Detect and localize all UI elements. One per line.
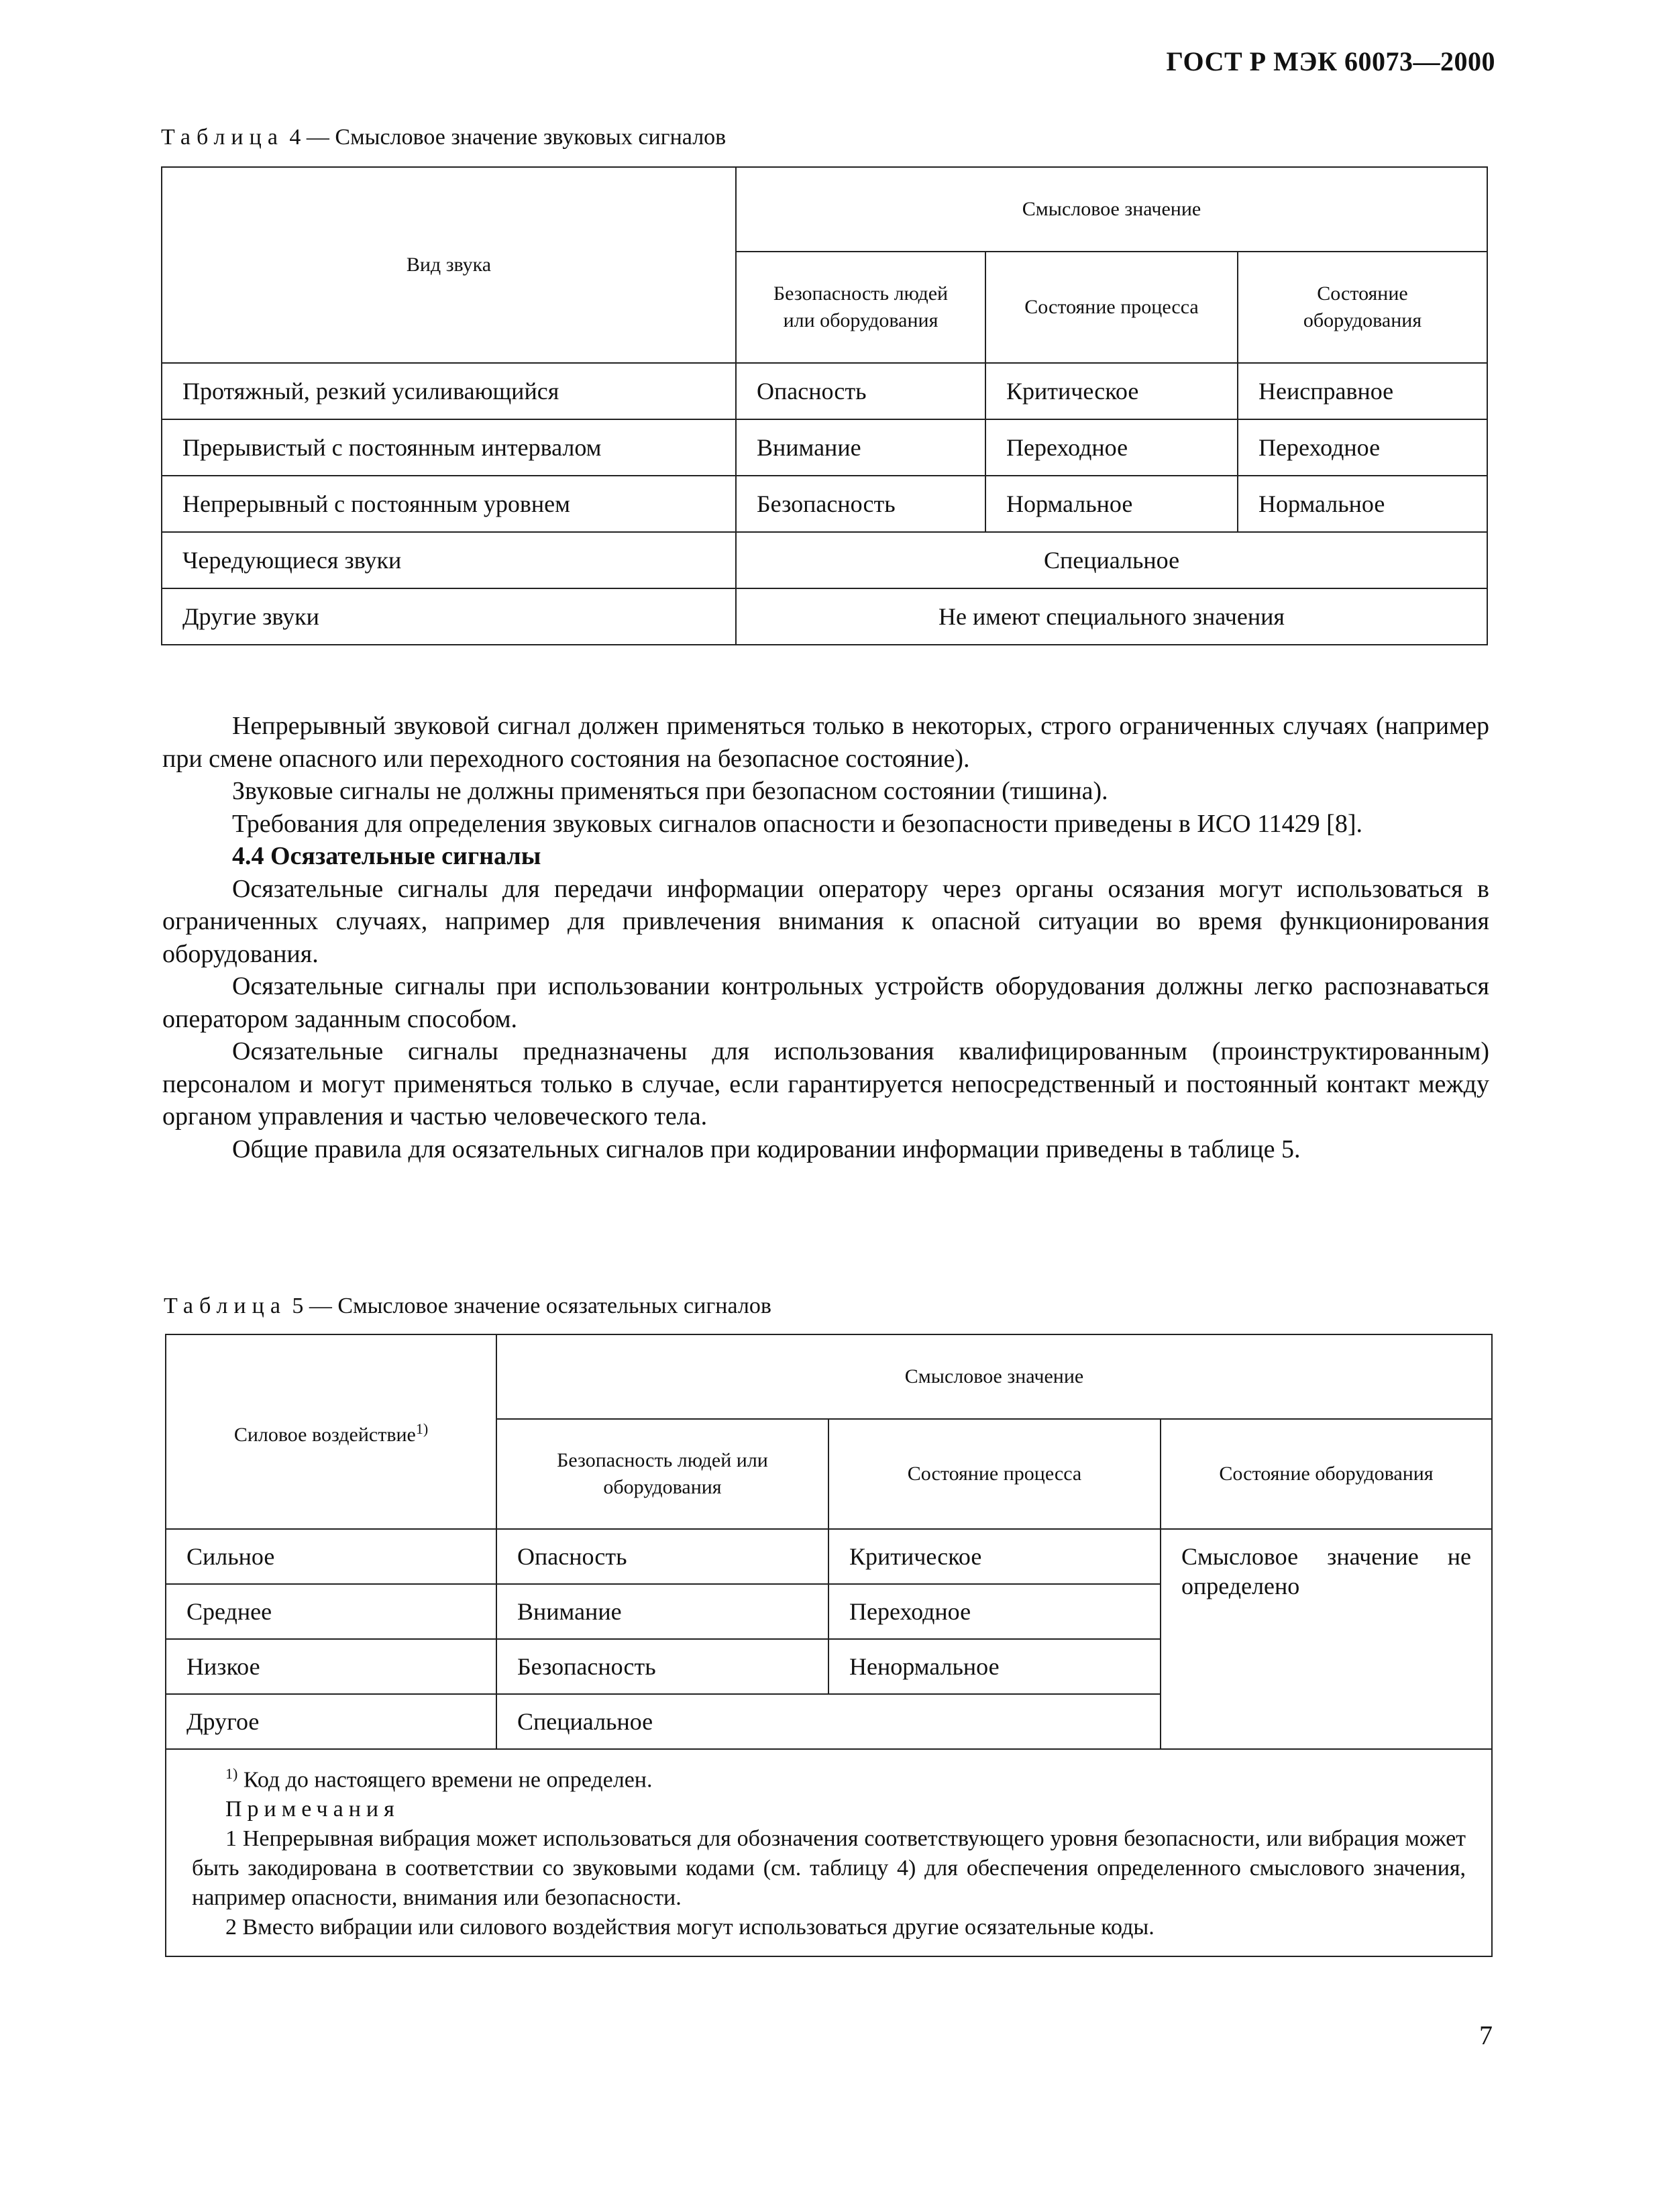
table4-cell-equipment: Неисправное <box>1238 363 1487 419</box>
body-text <box>162 710 1489 1165</box>
table4-caption-prefix: Таблица <box>161 125 284 150</box>
table4-cell-safety: Внимание <box>736 419 985 476</box>
table4-cell-sound: Другие звуки <box>162 588 736 645</box>
table4-subheader-process: Состояние процесса <box>985 252 1238 363</box>
table5-cell-process: Ненормальное <box>828 1639 1161 1694</box>
document-code: ГОСТ Р МЭК 60073—2000 <box>1166 46 1495 76</box>
table4-header-meaning: Смысловое значение <box>736 167 1487 252</box>
footnote-text: Код до настоящего времени не определен. <box>243 1767 653 1793</box>
table4-caption <box>161 125 726 150</box>
table5-caption-text: 5 — Смысловое значение осязательных сигналов <box>292 1294 771 1318</box>
table5-cell-process: Критическое <box>828 1529 1161 1584</box>
footnote-marker: 1) <box>415 1420 429 1437</box>
table-row <box>162 419 1487 476</box>
paragraph: Звуковые сигналы не должны применяться при безопасном состоянии (тишина). <box>232 777 1108 805</box>
table4-subheader-equipment: Состояние оборудования <box>1238 252 1487 363</box>
table4-caption-text: 4 — Смысловое значение звуковых сигналов <box>289 125 727 150</box>
table4-cell-sound: Непрерывный с постоянным уровнем <box>162 476 736 532</box>
page-number: 7 <box>1479 2020 1493 2050</box>
paragraph: Общие правила для осязательных сигналов при кодировании информации приведены в таблице 5. <box>232 1135 1301 1163</box>
table5-subheader-process: Состояние процесса <box>828 1419 1161 1529</box>
table5-subheader-equipment: Состояние оборудования <box>1161 1419 1492 1529</box>
table4-cell-process: Критическое <box>985 363 1238 419</box>
note-1: 1 Непрерывная вибрация может использоваться для обозначения соответствующего уровня безопасности, или вибрация может быть закодирована в соответствии со звуковыми кодами (см. таблицу 4) для обеспечения определенного смыслового значения, например опасности, внимания или безопасности. <box>192 1826 1466 1911</box>
paragraph: Непрерывный звуковой сигнал должен применяться только в некоторых, строго ограниченных случаях (например при смене опасного или переходного состояния на безопасное состояние). <box>162 712 1489 773</box>
table4-cell-equipment: Переходное <box>1238 419 1487 476</box>
table4-cell-safety: Безопасность <box>736 476 985 532</box>
table5-caption-prefix: Таблица <box>164 1294 286 1318</box>
table5-cell-safety: Безопасность <box>496 1639 828 1694</box>
paragraph: Осязательные сигналы для передачи информации оператору через органы осязания могут использоваться в ограниченных случаях, например для привлечения внимания к опасной ситуации во время функционирования оборудования. <box>162 874 1489 968</box>
footnote <box>192 1759 1466 1795</box>
table5-cell-equipment-merged: Смысловое значение не определено <box>1161 1529 1492 1749</box>
table5-cell-safety: Опасность <box>496 1529 828 1584</box>
table4-header-sound: Вид звука <box>162 167 736 363</box>
table5-cell-safety-merged: Специальное <box>496 1694 1161 1749</box>
table4-cell-sound: Прерывистый с постоянным интервалом <box>162 419 736 476</box>
table5-cell-safety: Внимание <box>496 1584 828 1639</box>
table5-cell-force: Среднее <box>166 1584 496 1639</box>
table5-subheader-safety: Безопасность людей или оборудования <box>496 1419 828 1529</box>
table4-cell-meaning-merged: Специальное <box>736 532 1487 588</box>
table5-cell-process: Переходное <box>828 1584 1161 1639</box>
paragraph: Осязательные сигналы при использовании контрольных устройств оборудования должны легко распознаваться оператором заданным способом. <box>162 972 1489 1033</box>
table-row <box>166 1529 1492 1584</box>
table-row <box>162 532 1487 588</box>
table4-cell-process: Переходное <box>985 419 1238 476</box>
table5 <box>165 1334 1493 1957</box>
note-2: 2 Вместо вибрации или силового воздействия могут использоваться другие осязательные коды. <box>225 1915 1155 1940</box>
table5-caption <box>164 1294 771 1319</box>
table5-header-force <box>166 1334 496 1529</box>
table4-cell-sound: Чередующиеся звуки <box>162 532 736 588</box>
table4-cell-equipment: Нормальное <box>1238 476 1487 532</box>
paragraph: Требования для определения звуковых сигналов опасности и безопасности приведены в ИСО 11429 [8]. <box>232 809 1362 838</box>
table5-header-meaning: Смысловое значение <box>496 1334 1492 1419</box>
table5-cell-force: Сильное <box>166 1529 496 1584</box>
table4-cell-process: Нормальное <box>985 476 1238 532</box>
section-heading: 4.4 Осязательные сигналы <box>232 842 541 870</box>
table-row <box>162 588 1487 645</box>
table4-cell-meaning-merged: Не имеют специального значения <box>736 588 1487 645</box>
table5-header-force-label: Силовое воздействие <box>233 1423 416 1446</box>
table4-cell-safety: Опасность <box>736 363 985 419</box>
table5-notes <box>166 1749 1492 1956</box>
table4 <box>161 166 1488 645</box>
footnote-marker: 1) <box>225 1765 238 1782</box>
table5-cell-force: Низкое <box>166 1639 496 1694</box>
table4-cell-sound: Протяжный, резкий усиливающийся <box>162 363 736 419</box>
table-row <box>162 363 1487 419</box>
table-row <box>162 476 1487 532</box>
notes-title: Примечания <box>225 1797 400 1822</box>
paragraph: Осязательные сигналы предназначены для использования квалифицированным (проинструктированным) персоналом и могут применяться только в случае, если гарантируется непосредственный и постоянный контакт между органом управления и частью человеческого тела. <box>162 1037 1489 1130</box>
table5-cell-force: Другое <box>166 1694 496 1749</box>
table4-subheader-safety: Безопасность людей или оборудования <box>736 252 985 363</box>
